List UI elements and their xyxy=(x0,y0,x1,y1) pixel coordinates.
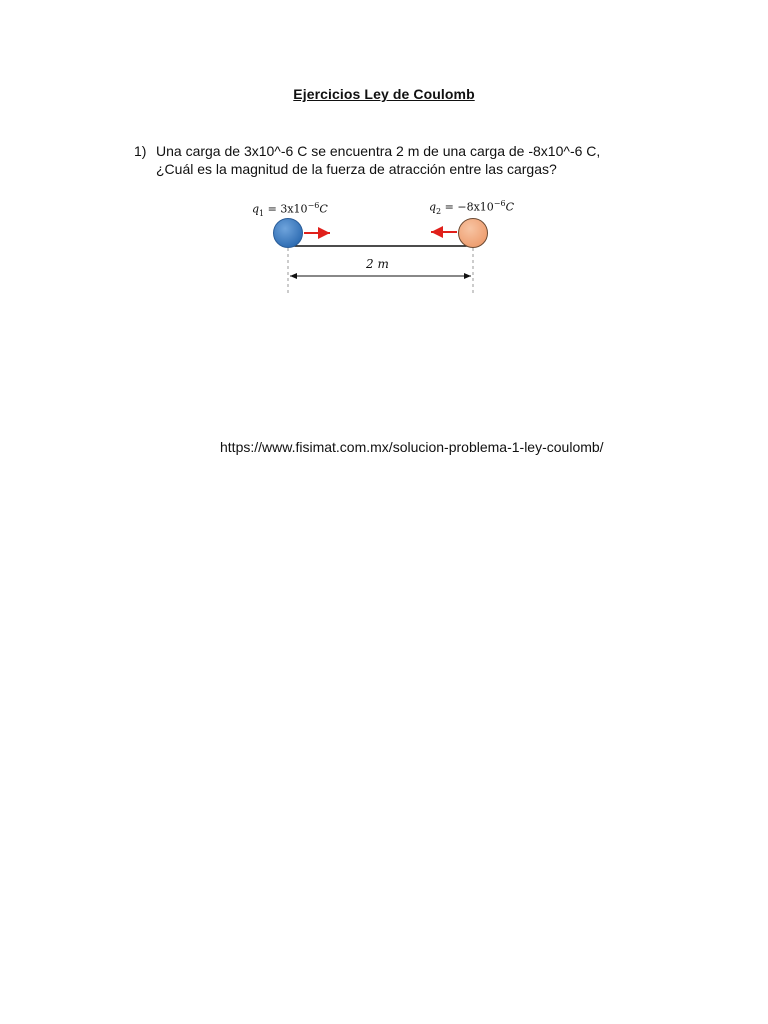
q2-label: $q_2 = -8x10^{-6}C$ xyxy=(429,199,514,216)
source-url: https://www.fisimat.com.mx/solucion-problema-1-ley-coulomb/ xyxy=(220,439,604,455)
problem-line-2: ¿Cuál es la magnitud de la fuerza de atracción entre las cargas? xyxy=(156,161,557,177)
coulomb-diagram xyxy=(246,192,536,302)
problem-number: 1) xyxy=(134,143,147,159)
distance-label: 2 m xyxy=(366,257,389,271)
problem-line-1: Una carga de 3x10^-6 C se encuentra 2 m de una carga de -8x10^-6 C, xyxy=(156,143,601,159)
problem-1 xyxy=(134,142,694,178)
document-title: Ejercicios Ley de Coulomb xyxy=(293,86,475,102)
q1-label: $q_1 = 3x10^{-6}C$ xyxy=(252,201,328,218)
charge-q1 xyxy=(274,219,303,248)
charge-q2 xyxy=(459,219,488,248)
problem-text xyxy=(156,142,694,178)
